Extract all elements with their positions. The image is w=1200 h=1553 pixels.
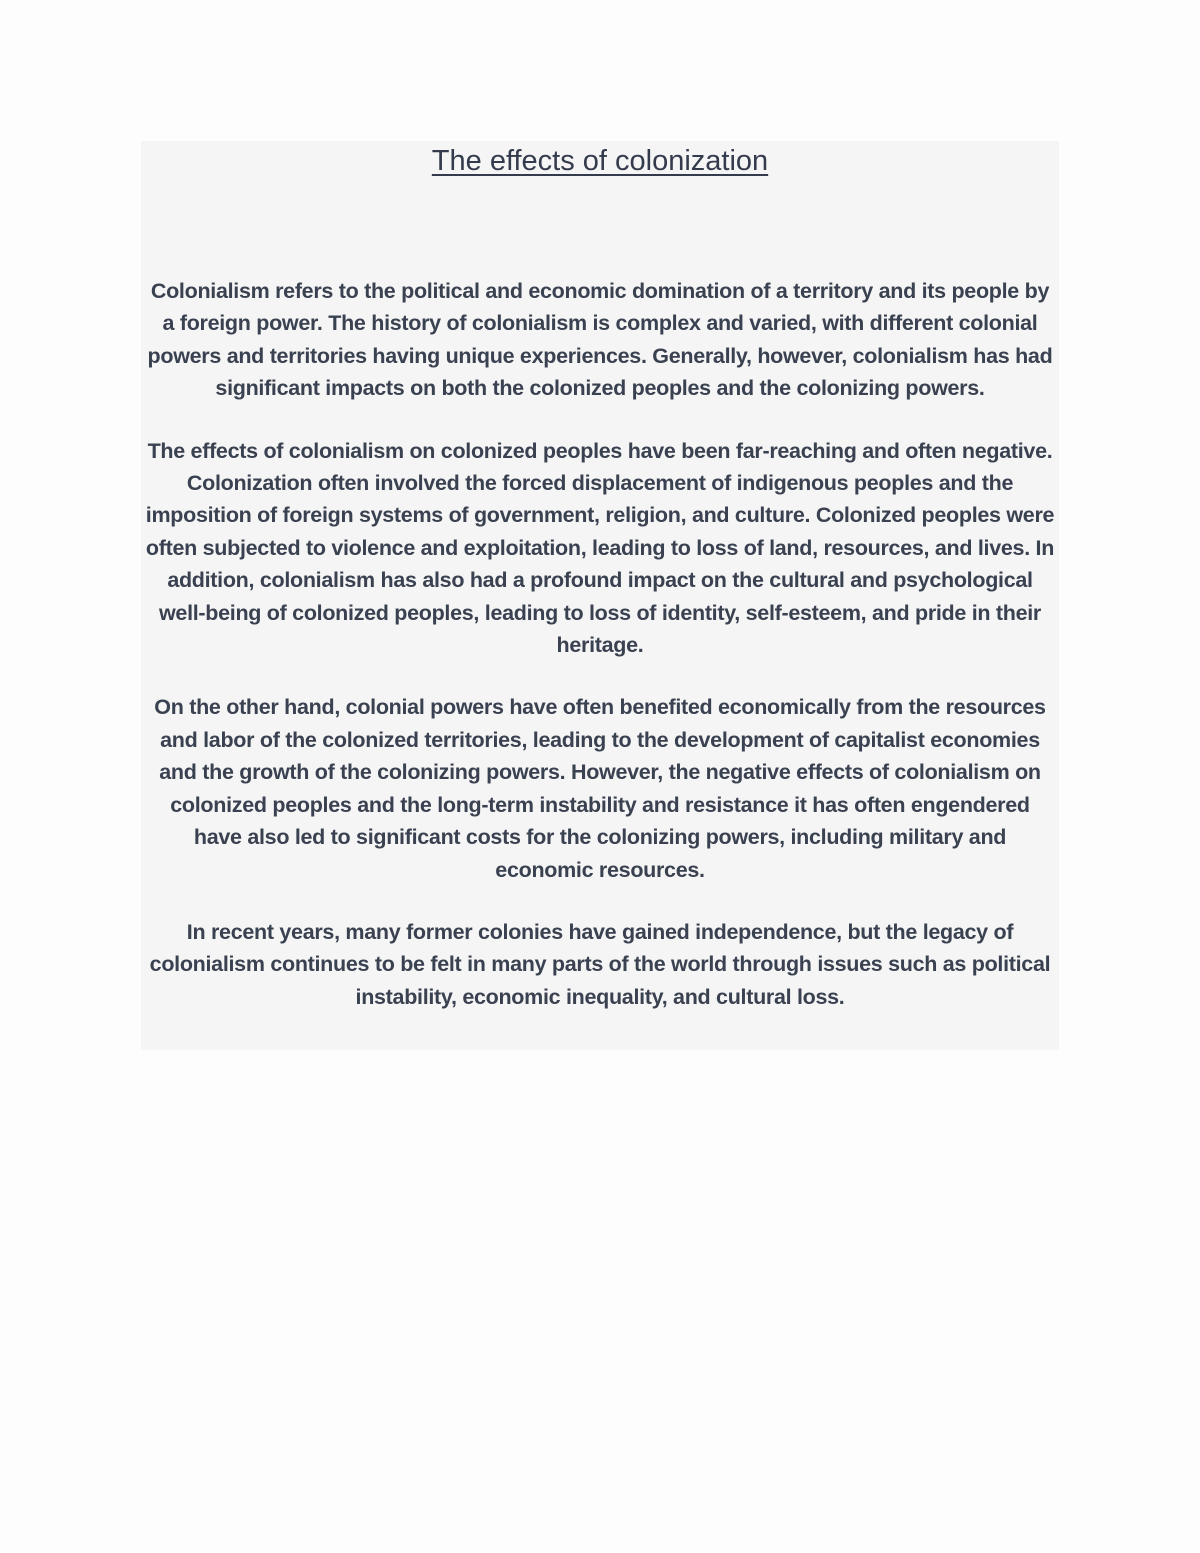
document-title: The effects of colonization [431, 145, 769, 177]
paragraph-colonial-powers: On the other hand, colonial powers have often benefited economically from the resources and labor of the colonized territories, leading to the development of capitalist economies and the growth of the colonizing powers. However, the negative effects of colonialism on colonized peoples and the long-term instability and resistance it has often engendered have also led to significant costs for the colonizing powers, including military and economic resources. [154, 695, 1046, 882]
content-box [141, 141, 1059, 1050]
paragraph-effects-on-colonized: The effects of colonialism on colonized peoples have been far-reaching and often negative. Colonization often involved the forced displacement of indigenous peoples and the imposition of foreign systems of government, religion, and culture. Colonized peoples were often subjected to violence and exploitation, leading to loss of land, resources, and lives. In addition, colonialism has also had a profound impact on the cultural and psychological well-being of colonized peoples, leading to loss of identity, self-esteem, and pride in their heritage. [145, 438, 1055, 658]
paragraph-intro: Colonialism refers to the political and economic domination of a territory and its people by a foreign power. The history of colonialism is complex and varied, with different colonial powers and territories having unique experiences. Generally, however, colonialism has had significant impacts on both the colonized peoples and the colonizing powers. [147, 279, 1053, 401]
paragraph-recent-years: In recent years, many former colonies have gained independence, but the legacy of colonialism continues to be felt in many parts of the world through issues such as political instability, economic inequality, and cultural loss. [149, 919, 1051, 1009]
